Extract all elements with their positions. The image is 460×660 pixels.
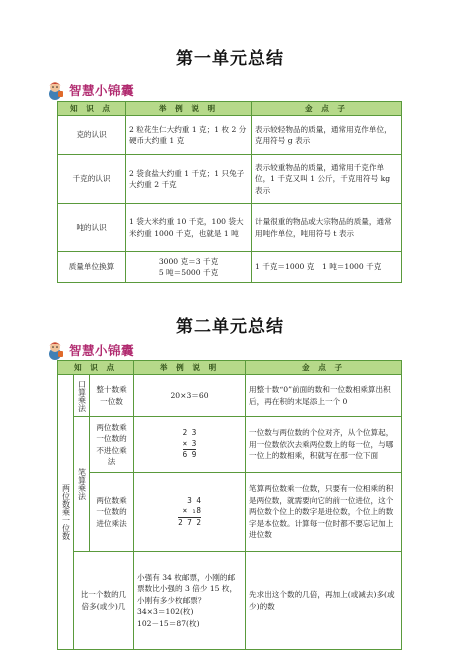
- unit1-header-topic: 知 识 点: [58, 102, 126, 116]
- table-row: [58, 204, 402, 252]
- sub-topic-cell: 两位数乘一位数的不进位乘法: [90, 417, 134, 473]
- table-row: [58, 417, 402, 473]
- table-row: [58, 552, 402, 650]
- example-cell: [134, 473, 246, 552]
- sub-topic-cell: 比一个数的几倍多(或少)几: [74, 552, 134, 650]
- example-cell: [126, 252, 252, 283]
- calc-line: 2 3: [182, 428, 197, 438]
- unit1-title: 第一单元总结: [176, 49, 284, 69]
- word-problem: 小强有 34 枚邮票，小刚的邮票数比小强的 3 倍少 15 枚，小刚有多少枚邮票？: [137, 572, 238, 605]
- example-cell: 2 粒花生仁大约重 1 克；1 枚 2 分硬币大约重 1 克: [126, 116, 252, 155]
- vertical-calculation: [183, 428, 197, 461]
- unit2-header-topic: 知 识 点: [58, 361, 134, 375]
- tip-cell: 计量很重的物品或大宗物品的质量，通常用吨作单位，吨用符号 t 表示: [252, 204, 402, 252]
- calc-line: × 3: [182, 438, 197, 448]
- topic-cell: 质量单位换算: [58, 252, 126, 283]
- unit1-header-example: 举 例 说 明: [126, 102, 252, 116]
- unit2-table: [57, 360, 402, 650]
- example-cell: 1 袋大米约重 10 千克，100 袋大米约重 1000 千克，也就是 1 吨: [126, 204, 252, 252]
- conversion-line: 3000 克＝3 千克: [158, 256, 219, 266]
- topic-cell: 吨的认识: [58, 204, 126, 252]
- group-oral-cell: 口算乘法: [74, 375, 90, 417]
- unit2-banner: [44, 340, 134, 360]
- calc-result: 6 9: [182, 450, 197, 460]
- table-row: [58, 473, 402, 552]
- unit1-banner: [44, 80, 134, 100]
- equation-line: 102－15＝87(枚): [137, 618, 200, 628]
- tip-cell: 笔算两位数乘一位数，只要有一位相乘的积是两位数，就需要向它的前一位进位，这个两位数个位上的数字是进位数，个位上的数字是本位数。计算每一位时都不要忘记加上进位数: [246, 473, 402, 552]
- table-row: [58, 252, 402, 283]
- mascot-icon: [44, 339, 66, 361]
- group-written-cell: 笔算乘法: [74, 417, 90, 552]
- table-row: [58, 116, 402, 155]
- sub-topic-cell: 两位数乘一位数的进位乘法: [90, 473, 134, 552]
- conversion-line: 5 吨＝5000 千克: [158, 268, 219, 277]
- tip-cell: 表示较轻物品的质量，通常用克作单位，克用符号 g 表示: [252, 116, 402, 155]
- calc-result: 2 7 2: [178, 517, 201, 527]
- unit1-banner-text: 智慧小锦囊: [69, 83, 135, 98]
- tip-cell: 用整十数“0”前面的数和一位数相乘算出积后，再在积的末尾添上一个 0: [246, 375, 402, 417]
- table-row: [58, 155, 402, 204]
- calc-line: × ₁8: [182, 506, 201, 516]
- vertical-calculation: [178, 496, 201, 529]
- unit2-title: 第二单元总结: [176, 317, 284, 337]
- tip-cell: 一位数与两位数的个位对齐，从个位算起，用一位数依次去乘两位数上的每一位，与哪一位上的数相乘，积就写在那一位下面: [246, 417, 402, 473]
- calc-line: 3 4: [187, 495, 201, 505]
- unit2-header-example: 举 例 说 明: [134, 361, 246, 375]
- unit1-header-tip: 金 点 子: [252, 102, 402, 116]
- example-cell: 20×3＝60: [134, 375, 246, 417]
- tip-cell: 先求出这个数的几倍，再加上(或减去)多(或少)的数: [246, 552, 402, 650]
- unit2-banner-text: 智慧小锦囊: [69, 343, 135, 358]
- topic-cell: 克的认识: [58, 116, 126, 155]
- tip-cell: 表示较重物品的质量，通常用千克作单位，1 千克又叫 1 公斤，千克用符号 kg 表示: [252, 155, 402, 204]
- topic-cell: 千克的认识: [58, 155, 126, 204]
- example-cell: [134, 417, 246, 473]
- sub-topic-cell: 整十数乘一位数: [90, 375, 134, 417]
- tip-cell: 1 千克＝1000 克 1 吨＝1000 千克: [252, 252, 402, 283]
- table-row: [58, 375, 402, 417]
- main-topic-cell: 两位数乘一位数: [58, 375, 74, 650]
- unit1-table: [57, 101, 402, 283]
- mascot-icon: [44, 79, 66, 101]
- example-cell: [134, 552, 246, 650]
- example-cell: 2 袋食盐大约重 1 千克；1 只兔子大约重 2 千克: [126, 155, 252, 204]
- unit2-header-tip: 金 点 子: [246, 361, 402, 375]
- equation-line: 34×3＝102(枚): [137, 607, 194, 617]
